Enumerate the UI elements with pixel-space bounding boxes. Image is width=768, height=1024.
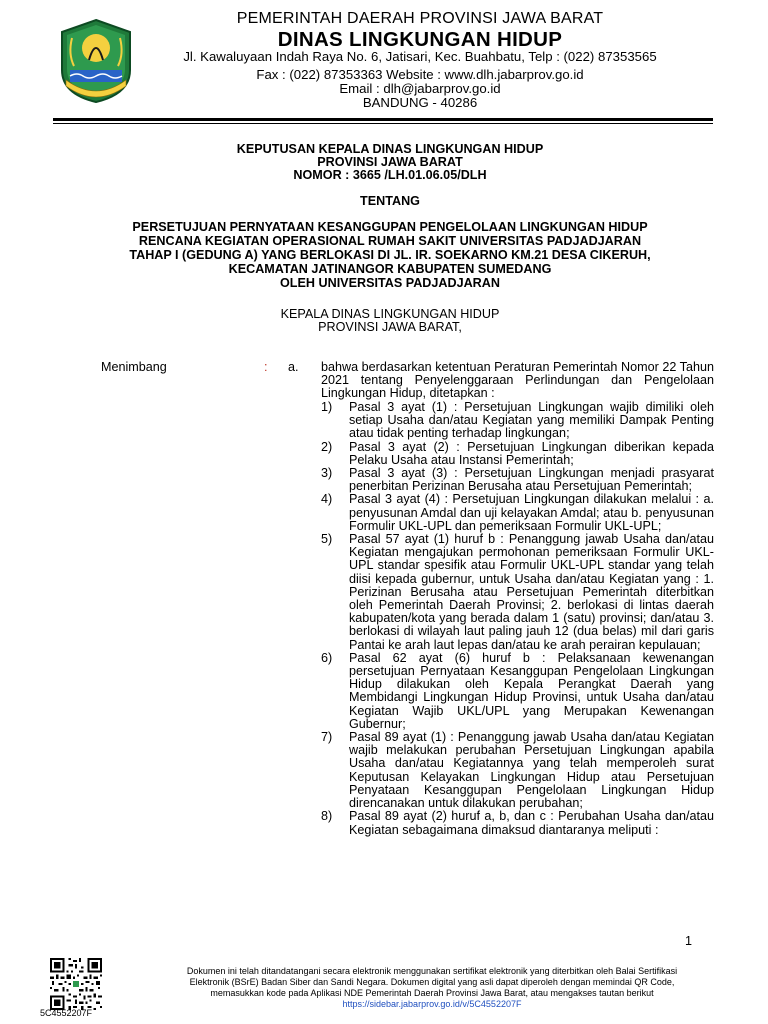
article-number: 4) — [321, 492, 333, 507]
point-a-intro: bahwa berdasarkan ketentuan Peraturan Pemerintah Nomor 22 Tahun 2021 tentang Penyelenggaraan Perlindungan dan Pengelolaan Lingkungan Hidup, ditetapkan : — [321, 360, 714, 401]
agency-name: DINAS LINGKUNGAN HIDUP — [277, 28, 563, 51]
agency-email: Email : dlh@jabarprov.go.id — [339, 81, 501, 96]
article-number: 6) — [321, 650, 333, 665]
article-text: Pasal 3 ayat (3) : Persetujuan Lingkungan menjadi prasyarat penerbitan Perizinan Berusaha atau Persetujuan Pemerintah; — [349, 466, 714, 494]
article-number: 2) — [321, 439, 333, 454]
article-text: Pasal 3 ayat (1) : Persetujuan Lingkungan wajib dimiliki oleh setiap Usaha dan/atau Kegiatan yang memiliki Dampak Penting atau tidak penting terhadap lingkungan; — [349, 400, 714, 441]
government-name: PEMERINTAH DAERAH PROVINSI JAWA BARAT — [236, 10, 604, 27]
article-item — [321, 810, 714, 836]
decree-title-line1: KEPUTUSAN KEPALA DINAS LINGKUNGAN HIDUP — [236, 142, 544, 156]
decree-number: NOMOR : 3665 /LH.01.06.05/DLH — [293, 168, 487, 182]
article-text: Pasal 89 ayat (2) huruf a, b, dan c : Perubahan Usaha dan/atau Kegiatan sebagaimana dimaksud diantaranya meliputi : — [349, 809, 714, 837]
article-text: Pasal 89 ayat (1) : Penanggung jawab Usaha dan/atau Kegiatan wajib melakukan perubahan Persetujuan Lingkungan apabila Usaha dan/atau Kegiatannya yang telah memperoleh surat Keputusan Kelayakan Lingkungan Hidup atau Persetujuan Penyataan Kesanggupan Pengelolaan Lingkungan Hidup direncanakan untuk dilakukan perubahan; — [349, 730, 714, 811]
decree-subject-line: RENCANA KEGIATAN OPERASIONAL RUMAH SAKIT UNIVERSITAS PADJADJARAN — [138, 234, 642, 248]
point-letter-a: a. — [288, 360, 299, 374]
article-number: 1) — [321, 400, 333, 414]
article-text: Pasal 3 ayat (4) : Persetujuan Lingkungan dilakukan melalui : a. penyusunan Amdal dan uji kelayakan Amdal; atau b. penyusunan Formulir UKL-UPL dan pemeriksaan Formulir UKL-UPL; — [349, 492, 714, 533]
article-text: Pasal 62 ayat (6) huruf b : Pelaksanaan kewenangan persetujuan Pernyataan Kesanggupan Pengelolaan Lingkungan Hidup dilakukan oleh Kepala Perangkat Daerah yang Membidangi Lingkungan Hidup Provinsi, untuk Usaha dan/atau Kegiatan Wajib UKL/UPL yang Merupakan Kewenangan Gubernur; — [349, 650, 714, 731]
issuer-line1: KEPALA DINAS LINGKUNGAN HIDUP — [280, 307, 500, 321]
article-number: 3) — [321, 466, 333, 481]
footer-note-line: memasukkan kode pada Aplikasi NDE Pemerintah Daerah Provinsi Jawa Barat, atau mengakses tautan berikut — [210, 988, 654, 998]
decree-subject-line: KECAMATAN JATINANGOR KABUPATEN SUMEDANG — [228, 262, 552, 276]
article-item — [321, 731, 714, 810]
article-item — [321, 401, 714, 441]
issuer-line2: PROVINSI JAWA BARAT, — [318, 320, 462, 334]
article-item — [321, 441, 714, 467]
decree-tentang: TENTANG — [360, 194, 420, 208]
article-text: Pasal 3 ayat (2) : Persetujuan Lingkungan diberikan kepada Pelaku Usaha atau Instansi Pemerintah; — [349, 439, 714, 467]
letterhead-divider-thick — [53, 118, 713, 121]
footer-note-line: Elektronik (BSrE) Badan Siber dan Sandi Negara. Dokumen digital yang asli dapat diperoleh dengan memindai QR Code, — [189, 977, 675, 987]
decree-title-line2: PROVINSI JAWA BARAT — [317, 155, 463, 169]
article-text: Pasal 57 ayat (1) huruf b : Penanggung jawab Usaha dan/atau Kegiatan mengajukan permohonan pemeriksaan Formulir UKL-UPL standar spesifik atau Formulir UKL-UPL standar yang telah diisi kepada gubernur, untuk Usaha dan/atau Kegiatan yang : 1. Perizinan Berusaha atau Persetujuan Pemerintah diterbitkan oleh Pemerintah Daerah Provinsi; 2. berlokasi di lintas daerah kabupaten/kota yang berada dalam 1 (satu) provinsi; dan/atau 3. berlokasi di wilayah laut paling jauh 12 (dua belas) mil dari garis Pantai ke arah laut lepas dan/atau ke arah perairan kepulauan; — [349, 532, 714, 652]
article-item — [321, 493, 714, 533]
article-item — [321, 533, 714, 652]
article-number: 5) — [321, 532, 333, 547]
article-item — [321, 467, 714, 493]
page-number: 1 — [685, 934, 693, 948]
agency-fax-website: Fax : (022) 87353363 Website : www.dlh.jabarprov.go.id — [256, 67, 584, 82]
jawa-barat-emblem-logo — [58, 18, 134, 104]
article-list — [321, 401, 714, 837]
decree-subject-line: TAHAP I (GEDUNG A) YANG BERLOKASI DI JL. IR. SOEKARNO KM.21 DESA CIKERUH, — [129, 248, 651, 262]
article-item — [321, 652, 714, 731]
agency-city: BANDUNG - 40286 — [362, 95, 478, 110]
decree-subject-line: OLEH UNIVERSITAS PADJADJARAN — [280, 276, 500, 290]
verification-link[interactable]: https://sidebar.jabarprov.go.id/v/5C4552207F — [342, 999, 522, 1009]
menimbang-label: Menimbang — [101, 360, 167, 374]
article-number: 8) — [321, 809, 333, 824]
footer-note-line: Dokumen ini telah ditandatangani secara elektronik menggunakan sertifikat elektronik yang diterbitkan oleh Balai Sertifikasi — [186, 966, 678, 976]
menimbang-colon: : — [264, 360, 268, 374]
decree-subject-line: PERSETUJUAN PERNYATAAN KESANGGUPAN PENGELOLAAN LINGKUNGAN HIDUP — [132, 220, 648, 234]
letterhead-divider-thin — [53, 123, 713, 124]
document-code: 5C4552207F — [40, 1008, 93, 1018]
agency-address: Jl. Kawaluyaan Indah Raya No. 6, Jatisari, Kec. Buahbatu, Telp : (022) 87353565 — [183, 49, 657, 64]
qr-code-icon[interactable] — [50, 958, 102, 1010]
article-number: 7) — [321, 730, 333, 745]
